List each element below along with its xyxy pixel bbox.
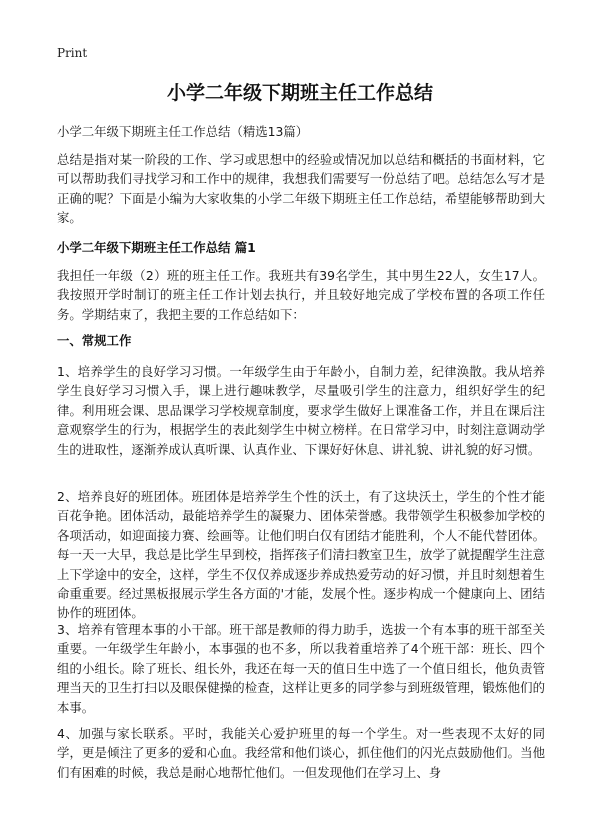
heading-routine-work: 一、常规工作: [57, 333, 132, 348]
print-label[interactable]: Print: [57, 46, 88, 60]
document-subtitle: 小学二年级下期班主任工作总结（精选13篇）: [57, 124, 309, 139]
item-paragraph-4: 4、加强与家长联系。平时，我能关心爱护班里的每一个学生。对一些表现不太好的同学，更是倾注了更多的爱和心血。我经常和他们谈心，抓住他们的闪光点鼓励他们。当他们有困难的时候，我总是耐心地帮忙他们。一但发现他们在学习上、身: [57, 726, 545, 780]
section-title: 小学二年级下期班主任工作总结 篇1: [57, 240, 256, 255]
document-title: 小学二年级下期班主任工作总结: [166, 82, 433, 104]
intro-paragraph: 总结是指对某一阶段的工作、学习或思想中的经验或情况加以总结和概括的书面材料，它可以帮助我们寻找学习和工作中的规律，我想我们需要写一份总结了吧。总结怎么写才是正确的呢？下面是小编为大家收集的小学二年级下期班主任工作总结，希望能够帮助到大家。: [57, 152, 545, 226]
item-paragraph-2: 2、培养良好的班团体。班团体是培养学生个性的沃土，有了这块沃土，学生的个性才能百花争艳。团体活动，最能培养学生的凝聚力、团体荣誉感。我带领学生积极参加学校的各项活动，如迎面接力赛、绘画等。让他们明白仅有团结才能胜利，个人不能代替团体。每一天一大早，我总是比学生早到校，指挥孩子们清扫教室卫生，放学了就提醒学生注意上下学途中的安全，这样，学生不仅仅养成逐步养成热爱劳动的好习惯，并且时刻想着生命重重要。经过黑板报展示学生各方面的'才能，发展个性。逐步构成一个健康向上、团结协作的班团体。: [57, 489, 545, 621]
item-paragraph-1: 1、培养学生的良好学习习惯。一年级学生由于年龄小，自制力差，纪律涣散。我从培养学生良好学习习惯入手，课上进行趣味教学，尽量吸引学生的注意力，组织好学生的纪律。利用班会课、思品课学习学校规章制度，要求学生做好上课准备工作，并且在课后注意观察学生的行为，根据学生的表此刻学生中树立榜样。在日常学习中，时刻注意调动学生的进取性，逐渐养成认真听课、认真作业、下课好好休息、讲礼貌、讲礼貌的好习惯。: [57, 364, 545, 457]
section-intro-paragraph: 我担任一年级（2）班的班主任工作。我班共有39名学生，其中男生22人，女生17人。我按照开学时制订的班主任工作计划去执行，并且较好地完成了学校布置的各项工作任务。学期结束了，我把主要的工作总结如下：: [57, 268, 545, 322]
item-paragraph-3: 3、培养有管理本事的小干部。班干部是教师的得力助手，选拔一个有本事的班干部至关重要。一年级学生年龄小，本事强的也不多，所以我着重培养了4个班干部：班长、四个组的小组长。除了班长、组长外，我还在每一天的值日生中选了一个值日组长，他负责管理当天的卫生打扫以及眼保健操的检查，这样让更多的同学参与到班级管理，锻炼他们的本事。: [57, 622, 545, 715]
